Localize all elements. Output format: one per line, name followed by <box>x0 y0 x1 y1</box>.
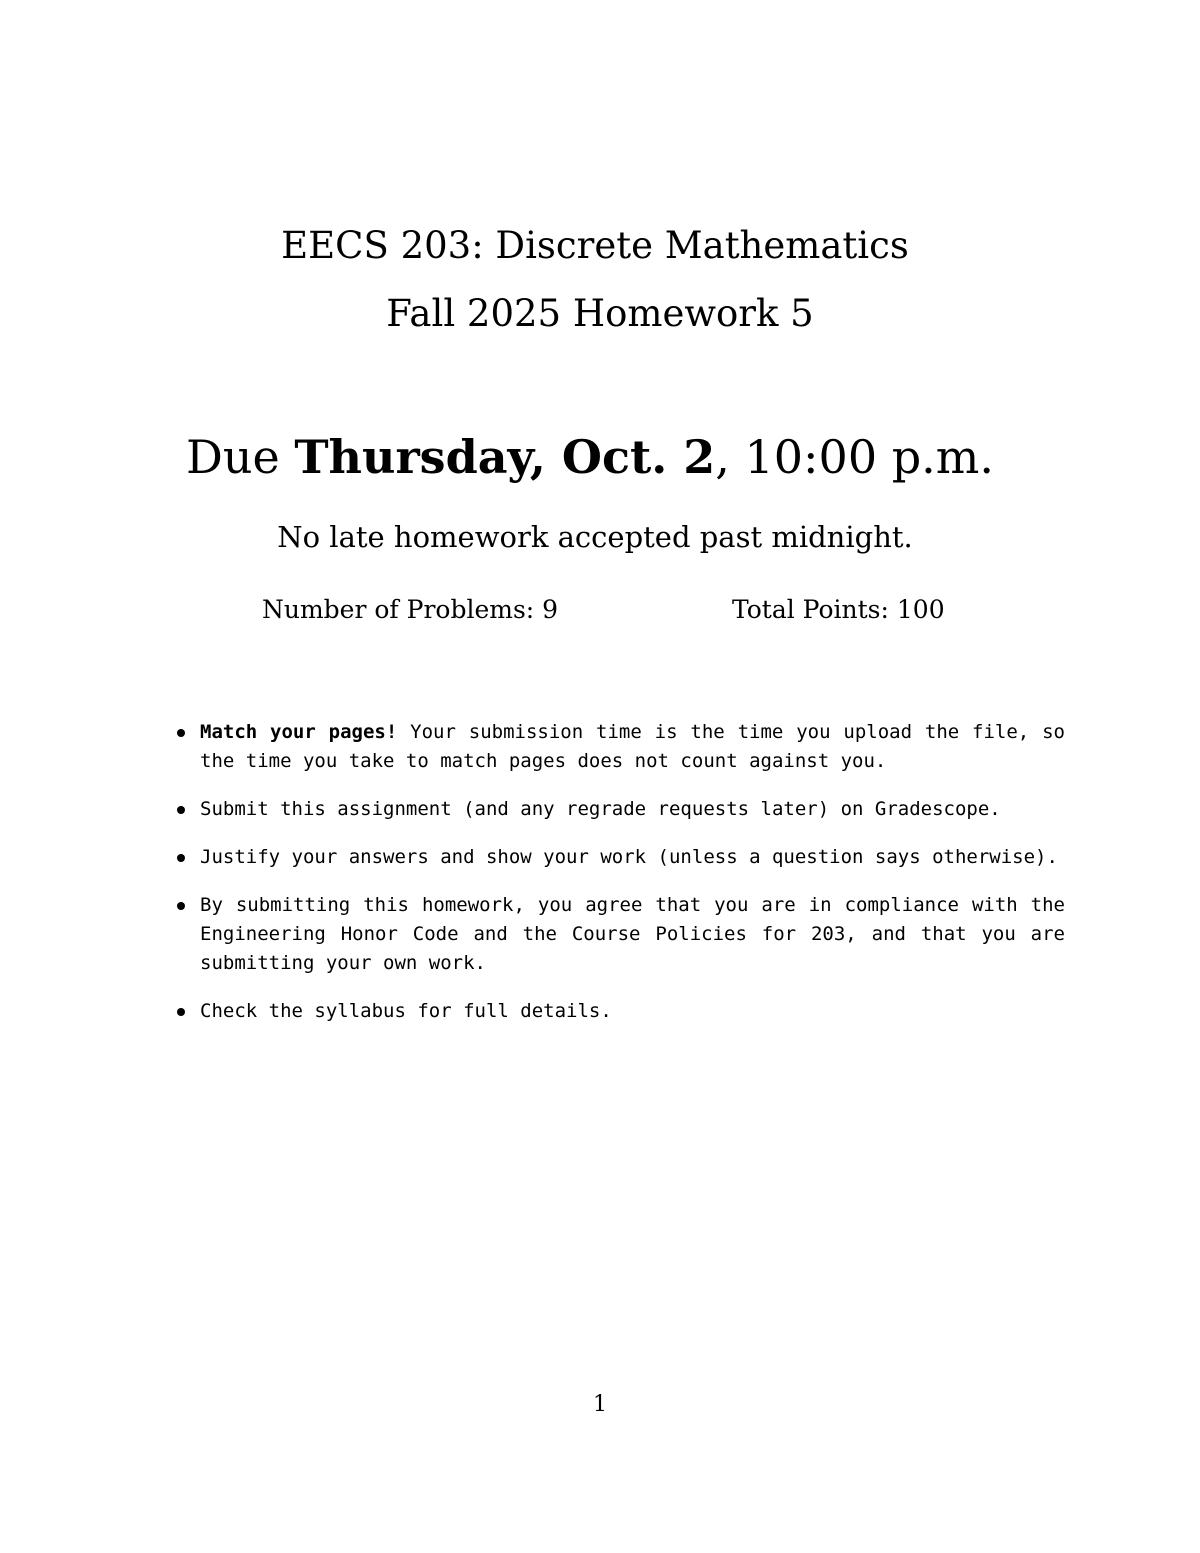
bullet-icon <box>177 902 185 910</box>
bullet-text: Submit this assignment (and any regrade requests later) on Gradescope. <box>200 798 1001 820</box>
due-prefix: Due <box>185 430 280 484</box>
list-item <box>175 795 1065 824</box>
bullet-icon <box>177 854 185 862</box>
bullet-icon <box>177 729 185 737</box>
homework-title: Fall 2025 Homework 5 <box>386 292 814 335</box>
list-item <box>175 891 1065 978</box>
bullet-text: Check the syllabus for full details. <box>200 1000 612 1022</box>
late-policy-note: No late homework accepted past midnight. <box>277 520 913 554</box>
instructions-list <box>175 718 1065 1045</box>
bullet-emphasis: Match your pages! <box>200 721 398 743</box>
bullet-text: Justify your answers and show your work (unless a question says otherwise). <box>200 846 1058 868</box>
list-item <box>175 843 1065 872</box>
due-date: Thursday, Oct. 2 <box>294 430 716 484</box>
bullet-text: By submitting this homework, you agree that you are in compliance with the Engineering Honor Code and the Course Policies for 203, and that you are submitting your own work. <box>200 894 1065 974</box>
list-item <box>175 997 1065 1026</box>
total-points: Total Points: 100 <box>732 595 945 624</box>
course-title: EECS 203: Discrete Mathematics <box>281 224 909 267</box>
bullet-icon <box>177 1008 185 1016</box>
problem-count: Number of Problems: 9 <box>262 595 559 624</box>
due-date-line <box>0 430 1180 484</box>
bullet-icon <box>177 806 185 814</box>
due-time: , 10:00 p.m. <box>715 430 995 484</box>
page-number: 1 <box>593 1392 607 1417</box>
list-item <box>175 718 1065 776</box>
bullet-text: Your submission time is the time you upload the file, so the time you take to match pages does not count against you. <box>200 721 1065 772</box>
